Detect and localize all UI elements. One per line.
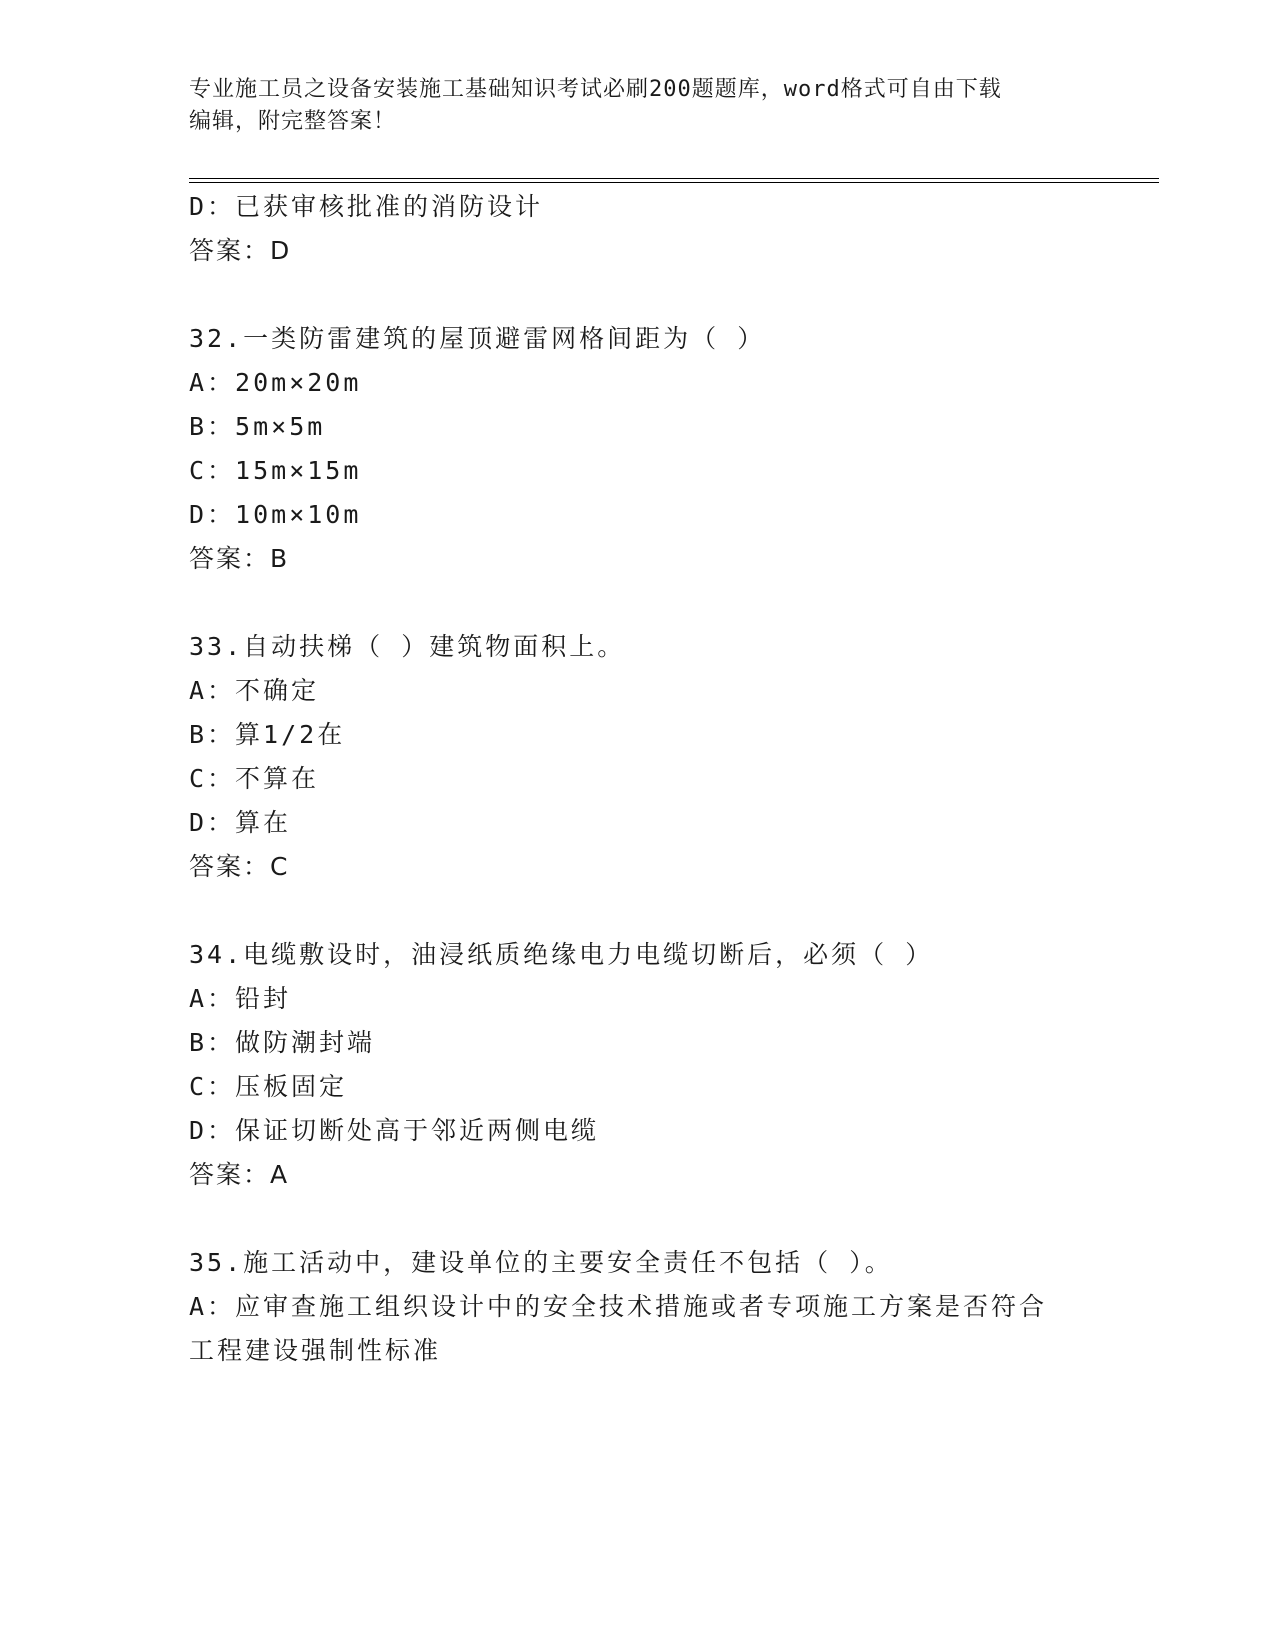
question-33-answer: 答案：C bbox=[189, 852, 290, 881]
question-35-title: 35.施工活动中，建设单位的主要安全责任不包括（ ）。 bbox=[189, 1248, 893, 1277]
question-33-option-d: D：算在 bbox=[189, 808, 292, 837]
question-32-option-b: B：5m×5m bbox=[189, 412, 326, 441]
question-32-answer: 答案：B bbox=[189, 544, 290, 573]
question-35-option-a: A：应审查施工组织设计中的安全技术措施或者专项施工方案是否符合 bbox=[189, 1292, 1048, 1321]
header-divider-bottom bbox=[189, 182, 1159, 183]
question-32-option-c: C：15m×15m bbox=[189, 456, 362, 485]
header-line-1: 专业施工员之设备安装施工基础知识考试必刷200题题库，word格式可自由下载 bbox=[189, 77, 1002, 102]
header-line-2: 编辑，附完整答案！ bbox=[189, 109, 397, 134]
document-header bbox=[189, 74, 1089, 138]
question-35-option-a-continued: 工程建设强制性标准 bbox=[189, 1336, 442, 1365]
question-34-title: 34.电缆敷设时，油浸纸质绝缘电力电缆切断后，必须（ ） bbox=[189, 940, 934, 969]
question-34-option-a: A：铅封 bbox=[189, 984, 292, 1013]
header-divider-top bbox=[189, 178, 1159, 179]
question-34-option-b: B：做防潮封端 bbox=[189, 1028, 376, 1057]
question-34-option-d: D：保证切断处高于邻近两侧电缆 bbox=[189, 1116, 600, 1145]
question-34-answer: 答案：A bbox=[189, 1160, 290, 1189]
question-32-option-a: A：20m×20m bbox=[189, 368, 362, 397]
question-34-option-c: C：压板固定 bbox=[189, 1072, 348, 1101]
question-32-title: 32.一类防雷建筑的屋顶避雷网格间距为（ ） bbox=[189, 324, 766, 353]
question-33-option-a: A：不确定 bbox=[189, 676, 320, 705]
question-32-option-d: D：10m×10m bbox=[189, 500, 362, 529]
prev-option-d: D：已获审核批准的消防设计 bbox=[189, 192, 544, 221]
question-33-option-b: B：算1/2在 bbox=[189, 720, 346, 749]
question-33-option-c: C：不算在 bbox=[189, 764, 320, 793]
question-33-title: 33.自动扶梯（ ）建筑物面积上。 bbox=[189, 632, 626, 661]
prev-answer: 答案：D bbox=[189, 236, 292, 265]
